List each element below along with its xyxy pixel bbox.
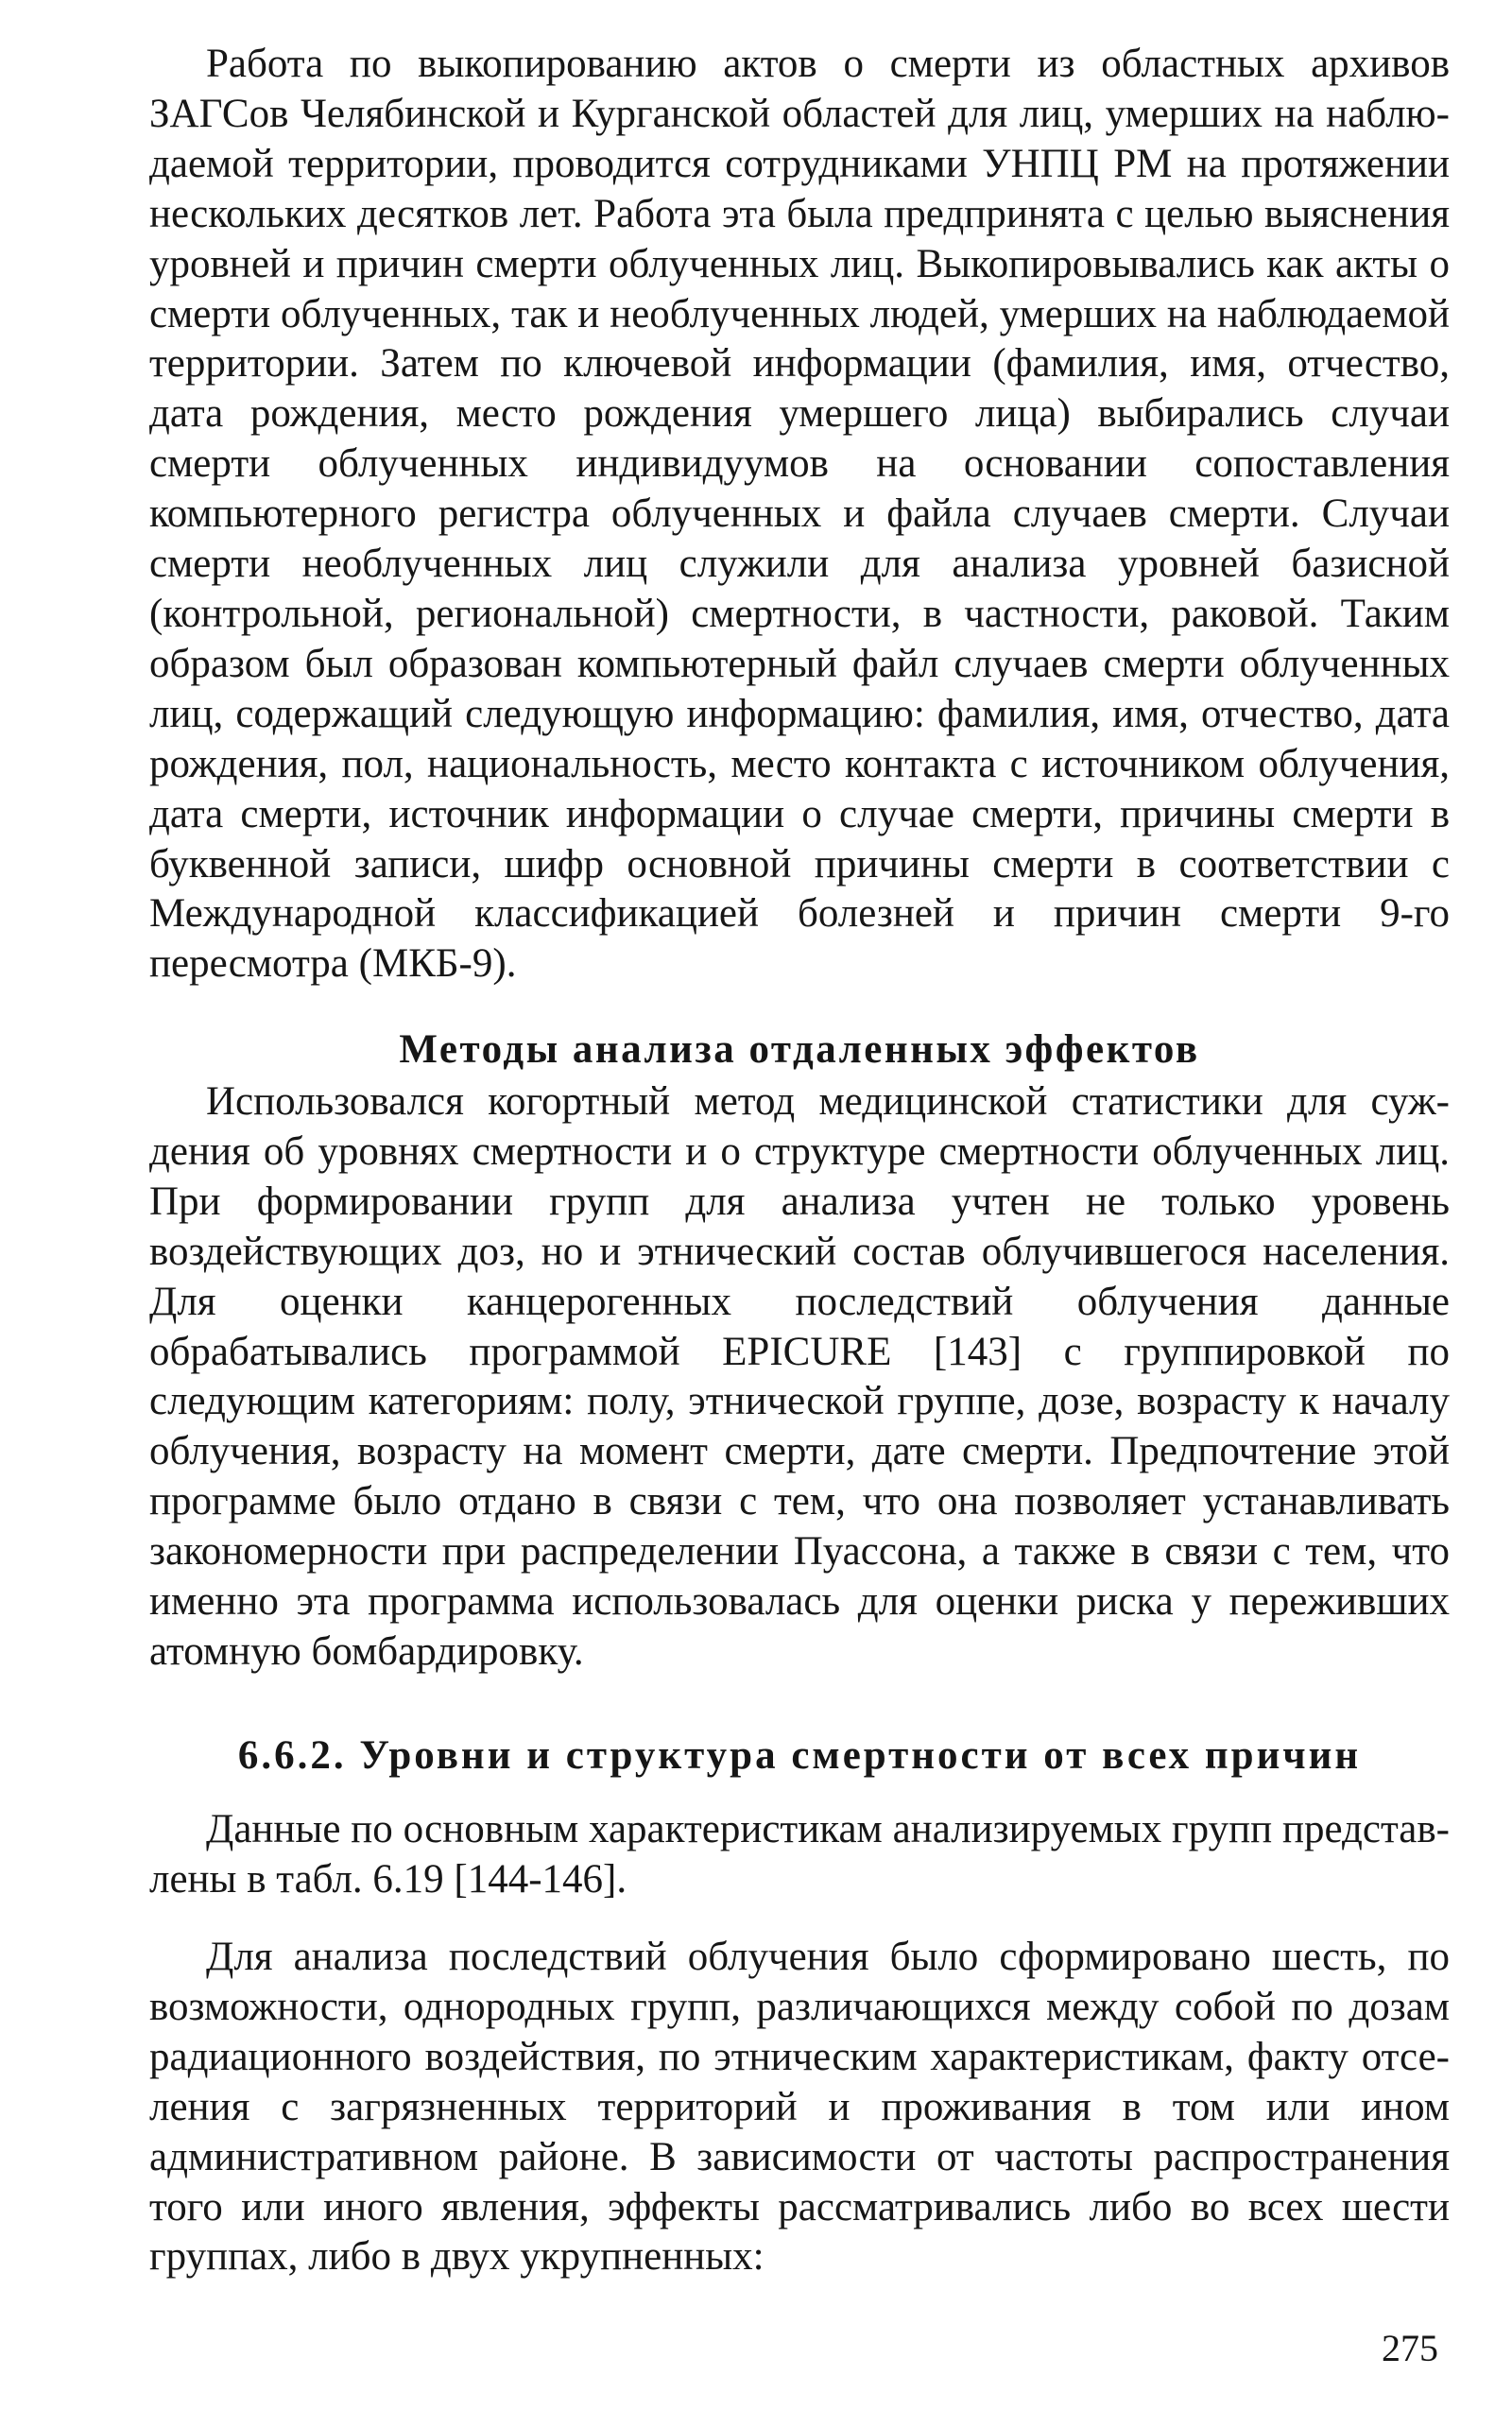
paragraph-cohort-method: Использовался когортный метод медицинской статистики для суждения об уровнях смертности и о структуре смертности облученных лиц. При формировании групп для анализа учтен не только уровень воздействующих доз, но и этнический состав облучившегося населения. Для оценки канцерогенных последствий облучения данные обрабатывались программой EPICURE [143] с группировкой по следующим категориям: полу, этнической группе, дозе, возрасту к началу облучения, возрасту на момент смерти, дате смерти. Предпочтение этой программе было отдано в связи с тем, что она позволяет устанавливать закономерности при распределении Пуассона, а также в связи с тем, что именно эта программа использовалась для оценки риска у переживших атомную бомбардировку. [149, 1079, 1450, 1674]
section-heading-6-6-2: 6.6.2. Уровни и структура смертности от всех причин [237, 1733, 1362, 1778]
heading-methods: Методы анализа отдаленных эффектов [399, 1027, 1200, 1072]
paragraph-table-reference: Данные по основным характеристикам анализируемых групп представлены в табл. 6.19 [144-146]. [149, 1807, 1450, 1902]
page-number: 275 [1382, 2327, 1438, 2369]
paragraph-groups: Для анализа последствий облучения было сформировано шесть, по возможности, однородных групп, различающихся между собой по дозам радиационного воздействия, по этническим характеристикам, факту отселения с загрязненных территорий и проживания в том или ином административном районе. В зависимости от частоты распространения того или иного явления, эффекты рассматривались либо во всех шести группах, либо в двух укрупненных: [149, 1935, 1450, 2280]
paragraph-death-records: Работа по выкопированию актов о смерти из областных архивов ЗАГСов Челябинской и Курганской областей для лиц, умерших на наблюдаемой территории, проводится сотрудниками УНПЦ РМ на протяжении нескольких десятков лет. Работа эта была предпринята с целью выяснения уровней и причин смерти облученных лиц. Выкопировывались как акты о смерти облученных, так и необлученных людей, умерших на наблюдаемой территории. Затем по ключевой информации (фамилия, имя, отчество, дата рождения, место рождения умершего лица) выбирались случаи смерти облученных индивидуумов на основании сопоставления компьютерного регистра облученных и файла случаев смерти. Случаи смерти необлученных лиц служили для анализа уровней базисной (контрольной, региональной) смертности, в частности, раковой. Таким образом был образован компьютерный файл случаев смерти облученных лиц, содержащий следующую информацию: фамилия, имя, отчество, дата рождения, пол, национальность, место контакта с источником облучения, дата смерти, источник информации о случае смерти, причины смерти в буквенной записи, шифр основной причины смерти в соответствии с Международной классификацией болезней и причин смерти 9-го пересмотра (МКБ-9). [149, 42, 1450, 987]
